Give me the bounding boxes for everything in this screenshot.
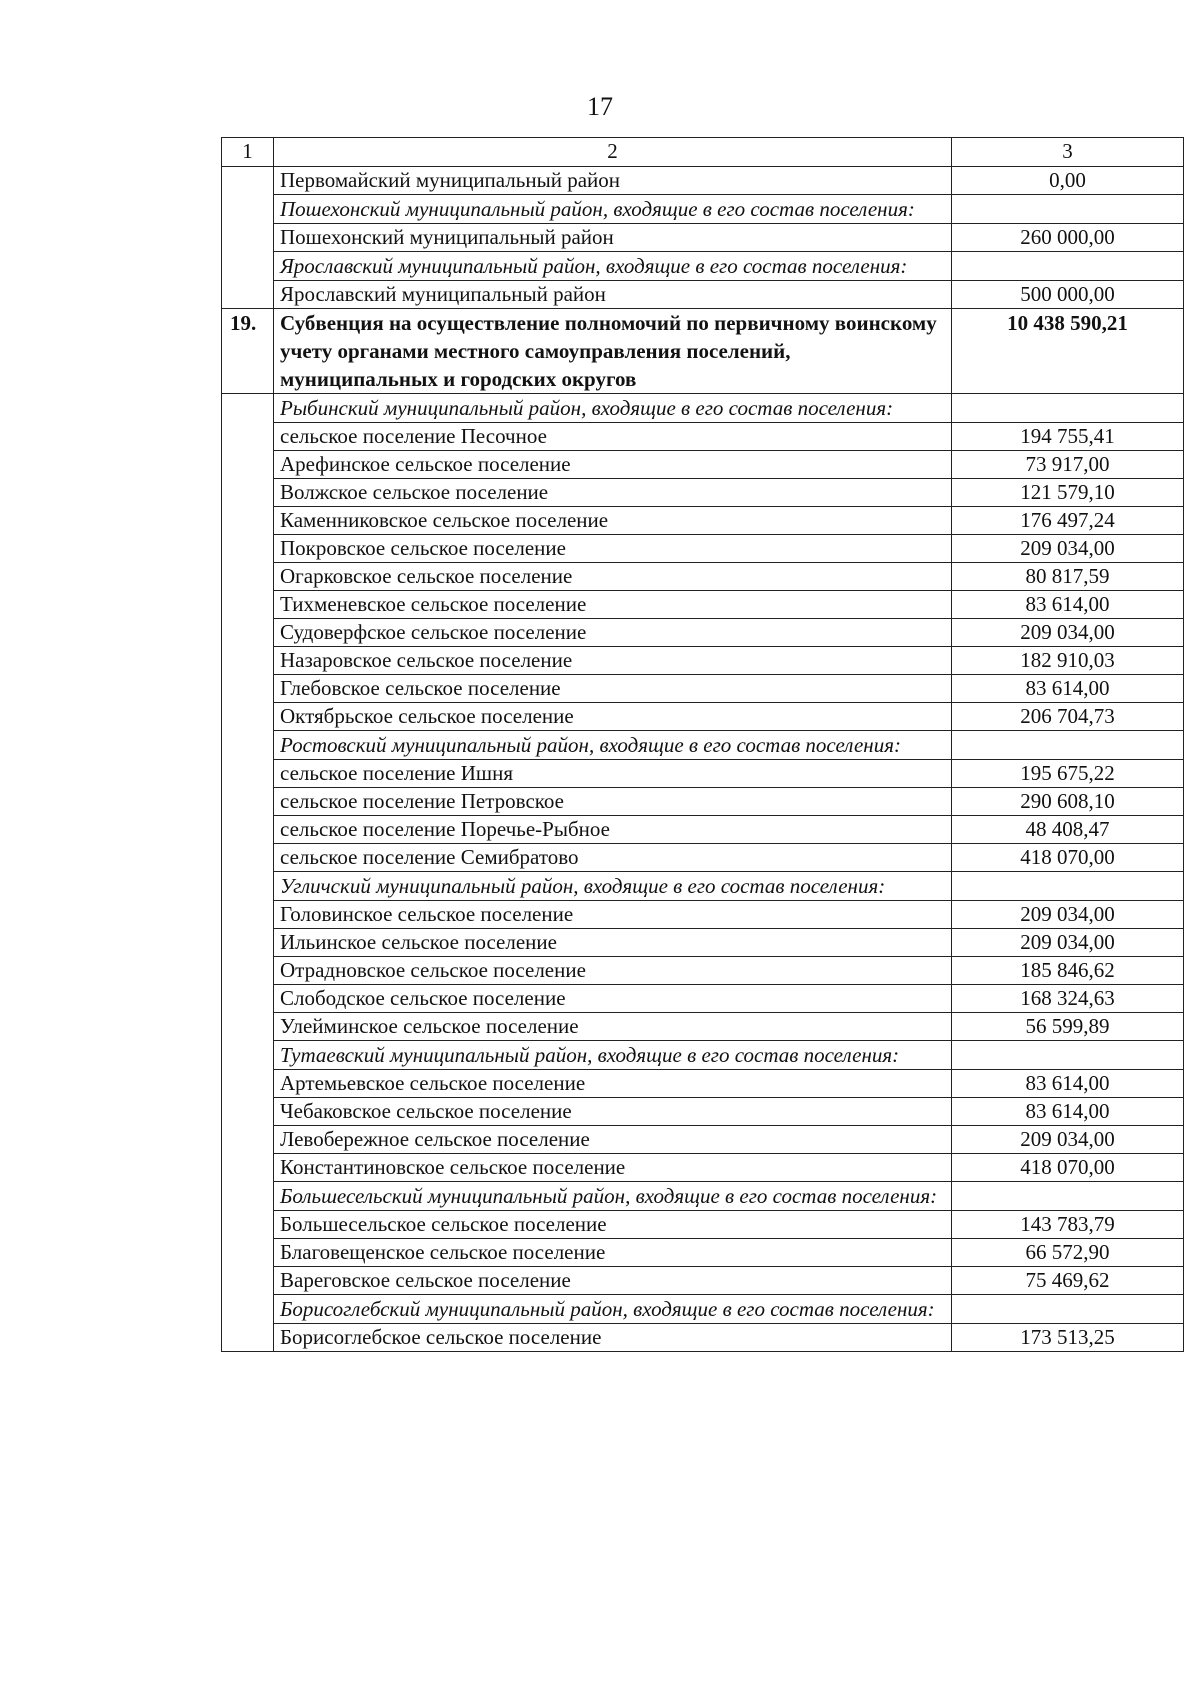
row-number (222, 423, 274, 451)
table-row (222, 985, 1184, 1013)
table-row (222, 423, 1184, 451)
row-number (222, 479, 274, 507)
row-value: 194 755,41 (952, 423, 1184, 451)
table-row (222, 1154, 1184, 1182)
row-value: 182 910,03 (952, 647, 1184, 675)
row-name: Назаровское сельское поселение (274, 647, 952, 675)
row-name: Огарковское сельское поселение (274, 563, 952, 591)
row-number (222, 252, 274, 281)
row-number (222, 1267, 274, 1295)
row-name: Ильинское сельское поселение (274, 929, 952, 957)
row-name: сельское поселение Песочное (274, 423, 952, 451)
row-name: Тутаевский муниципальный район, входящие в его состав поселения: (274, 1041, 952, 1070)
row-value: 83 614,00 (952, 675, 1184, 703)
row-value: 48 408,47 (952, 816, 1184, 844)
row-number (222, 788, 274, 816)
table-row (222, 788, 1184, 816)
row-number (222, 1324, 274, 1352)
table-row (222, 451, 1184, 479)
row-name: Борисоглебское сельское поселение (274, 1324, 952, 1352)
row-value: 83 614,00 (952, 1098, 1184, 1126)
table-row (222, 507, 1184, 535)
row-value: 209 034,00 (952, 929, 1184, 957)
row-number (222, 507, 274, 535)
column-header-3: 3 (952, 138, 1184, 167)
row-number (222, 1211, 274, 1239)
page-number: 17 (587, 92, 613, 121)
row-name: сельское поселение Поречье-Рыбное (274, 816, 952, 844)
row-name: Большесельское сельское поселение (274, 1211, 952, 1239)
row-value: 143 783,79 (952, 1211, 1184, 1239)
row-name: Первомайский муниципальный район (274, 167, 952, 195)
row-number (222, 985, 274, 1013)
row-name: Глебовское сельское поселение (274, 675, 952, 703)
row-number (222, 1182, 274, 1211)
row-value: 500 000,00 (952, 281, 1184, 309)
row-name: Рыбинский муниципальный район, входящие в его состав поселения: (274, 394, 952, 423)
row-name: сельское поселение Семибратово (274, 844, 952, 872)
row-name: Константиновское сельское поселение (274, 1154, 952, 1182)
row-number (222, 731, 274, 760)
table-row (222, 224, 1184, 252)
table-row (222, 195, 1184, 224)
row-value: 209 034,00 (952, 619, 1184, 647)
row-name: Октябрьское сельское поселение (274, 703, 952, 731)
row-value: 209 034,00 (952, 535, 1184, 563)
row-name: Артемьевское сельское поселение (274, 1070, 952, 1098)
table-row (222, 929, 1184, 957)
row-value: 73 917,00 (952, 451, 1184, 479)
row-number (222, 1126, 274, 1154)
table-header-row (222, 138, 1184, 167)
row-number (222, 1098, 274, 1126)
row-name: Каменниковское сельское поселение (274, 507, 952, 535)
row-name: Покровское сельское поселение (274, 535, 952, 563)
row-number (222, 1070, 274, 1098)
row-name: Ярославский муниципальный район, входящие в его состав поселения: (274, 252, 952, 281)
row-value: 209 034,00 (952, 901, 1184, 929)
table-row (222, 901, 1184, 929)
row-value: 209 034,00 (952, 1126, 1184, 1154)
row-number (222, 647, 274, 675)
table-row (222, 394, 1184, 423)
row-value: 56 599,89 (952, 1013, 1184, 1041)
row-value: 260 000,00 (952, 224, 1184, 252)
row-name: Слободское сельское поселение (274, 985, 952, 1013)
row-value: 0,00 (952, 167, 1184, 195)
row-value (952, 252, 1184, 281)
table-row (222, 281, 1184, 309)
row-number (222, 195, 274, 224)
row-number (222, 844, 274, 872)
table-row (222, 1182, 1184, 1211)
table-row (222, 1098, 1184, 1126)
row-name: Чебаковское сельское поселение (274, 1098, 952, 1126)
row-value (952, 195, 1184, 224)
row-name: Улейминское сельское поселение (274, 1013, 952, 1041)
table-row (222, 760, 1184, 788)
row-name: Угличский муниципальный район, входящие в его состав поселения: (274, 872, 952, 901)
row-name: Судоверфское сельское поселение (274, 619, 952, 647)
table-row (222, 1211, 1184, 1239)
row-value (952, 731, 1184, 760)
row-name: Волжское сельское поселение (274, 479, 952, 507)
row-number (222, 1154, 274, 1182)
row-name: Отрадновское сельское поселение (274, 957, 952, 985)
table-row (222, 731, 1184, 760)
row-number (222, 675, 274, 703)
column-header-2: 2 (274, 138, 952, 167)
row-name: Большесельский муниципальный район, входящие в его состав поселения: (274, 1182, 952, 1211)
table-row (222, 675, 1184, 703)
row-name: Борисоглебский муниципальный район, входящие в его состав поселения: (274, 1295, 952, 1324)
table-row (222, 647, 1184, 675)
row-number (222, 167, 274, 195)
table-row (222, 1126, 1184, 1154)
row-value: 80 817,59 (952, 563, 1184, 591)
row-value: 185 846,62 (952, 957, 1184, 985)
row-value (952, 1295, 1184, 1324)
row-number (222, 901, 274, 929)
table-row (222, 535, 1184, 563)
row-value (952, 1041, 1184, 1070)
row-value (952, 1182, 1184, 1211)
table-row (222, 309, 1184, 394)
row-number (222, 1013, 274, 1041)
row-number (222, 535, 274, 563)
row-number (222, 872, 274, 901)
row-number (222, 451, 274, 479)
row-number (222, 1041, 274, 1070)
row-name: Левобережное сельское поселение (274, 1126, 952, 1154)
row-name: Пошехонский муниципальный район (274, 224, 952, 252)
row-number (222, 703, 274, 731)
table-row (222, 619, 1184, 647)
table-row (222, 957, 1184, 985)
row-number (222, 929, 274, 957)
table-row (222, 1070, 1184, 1098)
row-value: 173 513,25 (952, 1324, 1184, 1352)
row-number (222, 224, 274, 252)
row-name: Ярославский муниципальный район (274, 281, 952, 309)
table-row (222, 1295, 1184, 1324)
row-value: 10 438 590,21 (952, 309, 1184, 394)
table-row (222, 1324, 1184, 1352)
row-name: сельское поселение Петровское (274, 788, 952, 816)
table-row (222, 563, 1184, 591)
row-value: 83 614,00 (952, 1070, 1184, 1098)
row-number (222, 816, 274, 844)
row-value: 206 704,73 (952, 703, 1184, 731)
column-header-1: 1 (222, 138, 274, 167)
row-value: 168 324,63 (952, 985, 1184, 1013)
table-row (222, 872, 1184, 901)
table-row (222, 591, 1184, 619)
row-value: 66 572,90 (952, 1239, 1184, 1267)
row-name: Пошехонский муниципальный район, входящие в его состав поселения: (274, 195, 952, 224)
row-value: 290 608,10 (952, 788, 1184, 816)
table-row (222, 1267, 1184, 1295)
row-number: 19. (222, 309, 274, 394)
row-value: 176 497,24 (952, 507, 1184, 535)
row-value: 418 070,00 (952, 1154, 1184, 1182)
row-value (952, 394, 1184, 423)
row-value: 121 579,10 (952, 479, 1184, 507)
table-row (222, 1041, 1184, 1070)
row-value: 83 614,00 (952, 591, 1184, 619)
row-number (222, 760, 274, 788)
row-number (222, 1239, 274, 1267)
row-number (222, 591, 274, 619)
table-row (222, 703, 1184, 731)
row-number (222, 394, 274, 423)
row-name: Благовещенское сельское поселение (274, 1239, 952, 1267)
row-value: 418 070,00 (952, 844, 1184, 872)
table-row (222, 1013, 1184, 1041)
table-row (222, 479, 1184, 507)
subsidy-table (221, 137, 1184, 1352)
row-value: 195 675,22 (952, 760, 1184, 788)
table-row (222, 252, 1184, 281)
row-name: сельское поселение Ишня (274, 760, 952, 788)
row-name: Субвенция на осуществление полномочий по первичному воинскому учету органами местного самоуправления поселений, муниципальных и городских округов (274, 309, 952, 394)
row-name: Головинское сельское поселение (274, 901, 952, 929)
row-value (952, 872, 1184, 901)
row-number (222, 619, 274, 647)
row-number (222, 1295, 274, 1324)
table-row (222, 816, 1184, 844)
row-number (222, 563, 274, 591)
row-value: 75 469,62 (952, 1267, 1184, 1295)
table-row (222, 167, 1184, 195)
row-number (222, 957, 274, 985)
table-row (222, 844, 1184, 872)
row-number (222, 281, 274, 309)
row-name: Вареговское сельское поселение (274, 1267, 952, 1295)
row-name: Арефинское сельское поселение (274, 451, 952, 479)
row-name: Ростовский муниципальный район, входящие в его состав поселения: (274, 731, 952, 760)
row-name: Тихменевское сельское поселение (274, 591, 952, 619)
table-row (222, 1239, 1184, 1267)
